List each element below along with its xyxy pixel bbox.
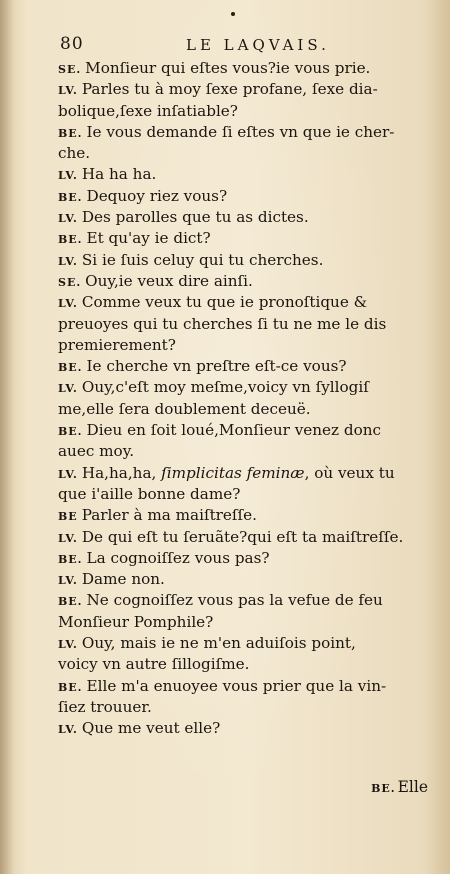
catchword xyxy=(371,778,428,796)
line-text: Ie cherche vn preſtre eſt-ce vous? xyxy=(86,357,347,376)
page-number: 80 xyxy=(60,34,84,54)
text-line xyxy=(58,356,432,377)
line-text: Monſieur qui eſtes vous?ie vous prie. xyxy=(85,59,371,77)
dialogue-text xyxy=(58,58,432,740)
text-line xyxy=(58,718,432,739)
line-text: Ouy,ie veux dire ainſi. xyxy=(85,271,253,290)
line-text: que i'aille bonne dame? xyxy=(58,484,241,503)
speaker-label: BE. xyxy=(58,680,83,694)
speaker-label: LV. xyxy=(58,638,78,652)
speaker-label: LV. xyxy=(58,531,78,545)
line-text: Si ie ſuis celuy qui tu cherches. xyxy=(81,250,324,269)
line-text-after: , où veux tu xyxy=(304,463,395,482)
line-text: preuoyes qui tu cherches ſi tu ne me le dis xyxy=(58,314,387,333)
text-line xyxy=(58,420,432,441)
speaker-label: LV. xyxy=(58,169,78,183)
speaker-label: BE. xyxy=(58,190,83,204)
speaker-label: BE. xyxy=(58,126,83,140)
line-text: Dequoy riez vous? xyxy=(86,186,228,205)
text-line xyxy=(58,633,432,654)
speaker-label: LV. xyxy=(58,297,78,311)
speaker-label: BE. xyxy=(58,552,83,566)
line-text: Elle m'a enuoyee vous prier que la vin- xyxy=(86,676,387,695)
line-text: De qui eſt tu ſeruãte?qui eſt ta maiſtreſſe. xyxy=(81,527,404,546)
text-line xyxy=(58,79,432,100)
line-text: Parles tu à moy ſexe profane, ſexe dia- xyxy=(81,80,378,99)
text-line xyxy=(58,399,432,420)
running-head: LE LAQVAIS. xyxy=(186,36,330,54)
gutter-shadow xyxy=(0,0,14,874)
line-text: voicy vn autre ſillogiſme. xyxy=(58,655,250,674)
text-line xyxy=(58,101,432,122)
speaker-label: LV. xyxy=(58,84,78,98)
speaker-label: BE. xyxy=(58,425,83,439)
catchword-speaker: BE. xyxy=(371,782,396,795)
line-text: Ouy, mais ie ne m'en aduiſois point, xyxy=(81,634,356,653)
speaker-label: BE. xyxy=(58,595,83,609)
speaker-label: LV. xyxy=(58,574,78,588)
text-line xyxy=(58,228,432,249)
line-text: premierement? xyxy=(58,335,176,354)
line-text: Ha ha ha. xyxy=(81,165,157,184)
text-line xyxy=(58,186,432,207)
text-line xyxy=(58,271,432,292)
speaker-label: LV. xyxy=(58,467,78,481)
speaker-label: LV. xyxy=(58,254,78,268)
catchword-text: Elle xyxy=(397,778,428,796)
text-line xyxy=(58,676,432,697)
text-line xyxy=(58,612,432,633)
text-line xyxy=(58,569,432,590)
line-text: me,elle ſera doublement deceuë. xyxy=(58,399,311,418)
line-text: che. xyxy=(58,144,91,163)
speaker-label: BE xyxy=(58,510,78,524)
line-text: Parler à ma maiſtreſſe. xyxy=(81,506,257,525)
speaker-label: LV. xyxy=(58,212,78,226)
text-line xyxy=(58,654,432,675)
text-line xyxy=(58,143,432,164)
line-text: Comme veux tu que ie pronoſtique & xyxy=(81,293,368,312)
line-text: Ha,ha,ha, xyxy=(81,463,157,482)
text-line xyxy=(58,527,432,548)
line-text: Dame non. xyxy=(81,570,165,589)
text-line xyxy=(58,122,432,143)
line-text: ſiez trouuer. xyxy=(58,697,152,716)
line-text: Ie vous demande ſi eſtes vn que ie cher- xyxy=(86,122,395,141)
text-line xyxy=(58,377,432,398)
speaker-label: LV. xyxy=(58,382,78,396)
text-line xyxy=(58,58,432,79)
speaker-label: LV. xyxy=(58,723,78,737)
latin-phrase: ſimplicitas feminæ xyxy=(161,463,305,482)
line-text: auec moy. xyxy=(58,442,135,461)
speaker-label: BE. xyxy=(58,233,83,247)
speaker-label: SE. xyxy=(58,275,82,289)
text-line xyxy=(58,697,432,718)
speaker-label: SE. xyxy=(58,63,82,76)
line-text: Ne cognoiſſez vous pas la vefue de feu xyxy=(86,591,383,610)
text-line xyxy=(58,463,432,484)
line-text: Ouy,c'eſt moy meſme,voicy vn ſyllogiſ xyxy=(81,378,369,397)
ink-dot xyxy=(231,12,235,16)
line-text: bolique,ſexe inſatiable? xyxy=(58,101,238,120)
line-text: La cognoiſſez vous pas? xyxy=(86,548,270,567)
text-line xyxy=(58,207,432,228)
text-line xyxy=(58,590,432,611)
page-header xyxy=(60,34,412,54)
text-line xyxy=(58,314,432,335)
text-line xyxy=(58,292,432,313)
speaker-label: BE. xyxy=(58,361,83,375)
line-text: Que me veut elle? xyxy=(81,719,221,738)
text-line xyxy=(58,441,432,462)
text-line xyxy=(58,548,432,569)
text-line xyxy=(58,250,432,271)
text-line xyxy=(58,484,432,505)
line-text: Des parolles que tu as dictes. xyxy=(81,208,309,227)
text-line xyxy=(58,164,432,185)
line-text: Monſieur Pomphile? xyxy=(58,612,214,631)
text-line xyxy=(58,505,432,526)
line-text: Dieu en ſoit loué,Monſieur venez donc xyxy=(86,421,382,440)
line-text: Et qu'ay ie dict? xyxy=(86,229,211,248)
text-line xyxy=(58,335,432,356)
